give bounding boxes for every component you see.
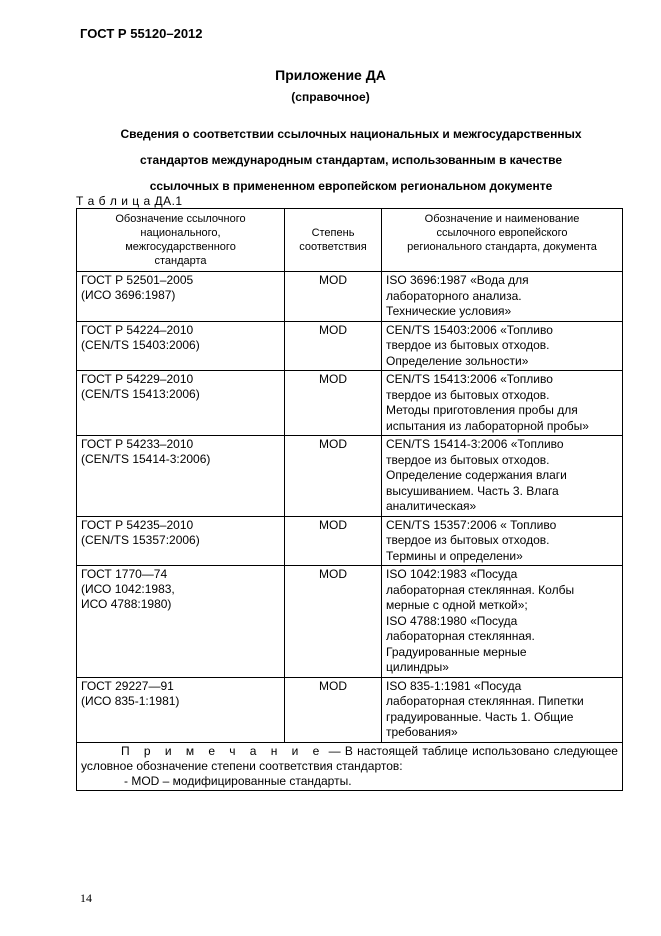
cell-line: твердое из бытовых отходов.	[386, 452, 550, 467]
table-header-row	[77, 209, 623, 272]
cell-line: (CEN/TS 15357:2006)	[81, 532, 200, 547]
cell-line: ГОСТ Р 54233–2010	[81, 437, 194, 451]
table-row	[77, 566, 623, 678]
cell-line: Определение зольности»	[386, 353, 529, 368]
table-row	[77, 272, 623, 322]
cell-line: лабораторного анализа.	[386, 288, 522, 303]
cell-line: твердое из бытовых отходов.	[386, 387, 550, 402]
cell-line: аналитическая»	[386, 499, 477, 513]
cell-line: ГОСТ Р 54229–2010	[81, 372, 194, 386]
cell-european-standard	[382, 371, 623, 436]
cell-line: CEN/TS 15357:2006 « Топливо	[386, 517, 557, 532]
document-code: ГОСТ Р 55120–2012	[80, 26, 203, 41]
header-line: Степень	[311, 227, 355, 239]
cell-line: Термины и определени»	[386, 548, 523, 563]
header-line: стандарта	[154, 255, 207, 267]
cell-line: ISO 835-1:1981 «Посуда	[386, 678, 522, 693]
cell-national-standard	[77, 677, 285, 742]
note-paragraph	[81, 744, 618, 774]
page-number: 14	[80, 891, 92, 905]
cell-degree: MOD	[285, 566, 382, 678]
header-line: соответствия	[299, 241, 367, 253]
cell-line: Градуированные мерные	[386, 644, 527, 659]
cell-line: (ИСО 835-1:1981)	[81, 693, 180, 708]
note-text: — В настоящей таблице использовано следующее условное обозначение степени соответствия стандартов:	[81, 743, 618, 773]
cell-line: CEN/TS 15414-3:2006 «Топливо	[386, 437, 564, 451]
cell-line: (ИСО 3696:1987)	[81, 288, 176, 302]
header-line: ссылочного европейского	[436, 227, 568, 239]
cell-line: CEN/TS 15403:2006 «Топливо	[386, 322, 553, 337]
cell-line: ИСО 4788:1980)	[81, 597, 172, 611]
cell-line: ISO 4788:1980 «Посуда	[386, 613, 518, 628]
cell-european-standard	[382, 321, 623, 371]
header-line: регионального стандарта, документа	[407, 241, 597, 253]
note-label: П р и м е ч а н и е	[121, 743, 325, 758]
cell-line: мерные с одной меткой»;	[386, 598, 528, 612]
header-line: Обозначение ссылочного	[115, 213, 246, 225]
cell-line: (ИСО 1042:1983,	[81, 582, 175, 596]
cell-line: твердое из бытовых отходов.	[386, 533, 550, 547]
cell-line: испытания из лабораторной пробы»	[386, 418, 589, 433]
cell-line: цилиндры»	[386, 660, 449, 674]
cell-degree: MOD	[285, 516, 382, 566]
cell-line: градуированные. Часть 1. Общие	[386, 709, 574, 724]
cell-line: лабораторная стеклянная. Пипетки	[386, 694, 584, 708]
appendix-title: Приложение ДА	[275, 67, 386, 83]
cell-degree: MOD	[285, 272, 382, 322]
cell-national-standard	[77, 272, 285, 322]
note-cell	[77, 742, 623, 790]
cell-line: высушиванием. Часть 3. Влага	[386, 483, 559, 498]
note-item: - MOD – модифицированные стандарты.	[124, 773, 352, 788]
cell-line: Методы приготовления пробы для	[386, 403, 578, 417]
table-row	[77, 371, 623, 436]
cell-european-standard	[382, 677, 623, 742]
heading-line: Сведения о соответствии ссылочных национальных и межгосударственных	[120, 127, 582, 141]
cell-line: ГОСТ 29227—91	[81, 678, 174, 693]
column-header-european	[382, 209, 623, 272]
appendix-subtitle: (справочное)	[291, 90, 370, 104]
cell-line: твердое из бытовых отходов.	[386, 338, 550, 352]
cell-national-standard	[77, 516, 285, 566]
cell-national-standard	[77, 371, 285, 436]
table-row	[77, 677, 623, 742]
cell-line: лабораторная стеклянная.	[386, 629, 535, 643]
section-heading	[78, 121, 624, 199]
table-row	[77, 516, 623, 566]
cell-line: (CEN/TS 15414-3:2006)	[81, 452, 211, 466]
cell-european-standard	[382, 566, 623, 678]
cell-degree: MOD	[285, 677, 382, 742]
heading-line: ссылочных в примененном европейском региональном документе	[149, 179, 553, 193]
cell-line: ISO 3696:1987 «Вода для	[386, 273, 529, 287]
cell-line: Технические условия»	[386, 304, 512, 318]
cell-line: (CEN/TS 15403:2006)	[81, 337, 200, 352]
table-body	[77, 272, 623, 743]
cell-national-standard	[77, 436, 285, 517]
cell-line: лабораторная стеклянная. Колбы	[386, 582, 575, 597]
table-label: Т а б л и ц а ДА.1	[76, 194, 183, 208]
header-line: межгосударственного	[125, 241, 236, 253]
cell-degree: MOD	[285, 436, 382, 517]
cell-line: ГОСТ Р 54235–2010	[81, 517, 194, 532]
cell-line: (CEN/TS 15413:2006)	[81, 387, 200, 401]
header-line: Обозначение и наименование	[424, 213, 580, 225]
heading-line: стандартов международным стандартам, использованным в качестве	[139, 153, 562, 167]
cell-national-standard	[77, 321, 285, 371]
cell-european-standard	[382, 272, 623, 322]
table-row	[77, 321, 623, 371]
table-row	[77, 436, 623, 517]
column-header-degree	[285, 209, 382, 272]
cell-line: CEN/TS 15413:2006 «Топливо	[386, 372, 553, 386]
cell-degree: MOD	[285, 321, 382, 371]
cell-degree: MOD	[285, 371, 382, 436]
cell-line: ISO 1042:1983 «Посуда	[386, 567, 518, 581]
cell-line: ГОСТ 1770—74	[81, 567, 168, 581]
cell-national-standard	[77, 566, 285, 678]
cell-line: ГОСТ Р 54224–2010	[81, 322, 194, 337]
note-row	[77, 742, 623, 790]
cell-european-standard	[382, 516, 623, 566]
cell-european-standard	[382, 436, 623, 517]
correspondence-table	[76, 208, 623, 791]
column-header-national	[77, 209, 285, 272]
cell-line: Определение содержания влаги	[386, 468, 567, 482]
cell-line: требования»	[386, 725, 458, 739]
cell-line: ГОСТ Р 52501–2005	[81, 273, 194, 287]
header-line: национального,	[140, 227, 221, 239]
